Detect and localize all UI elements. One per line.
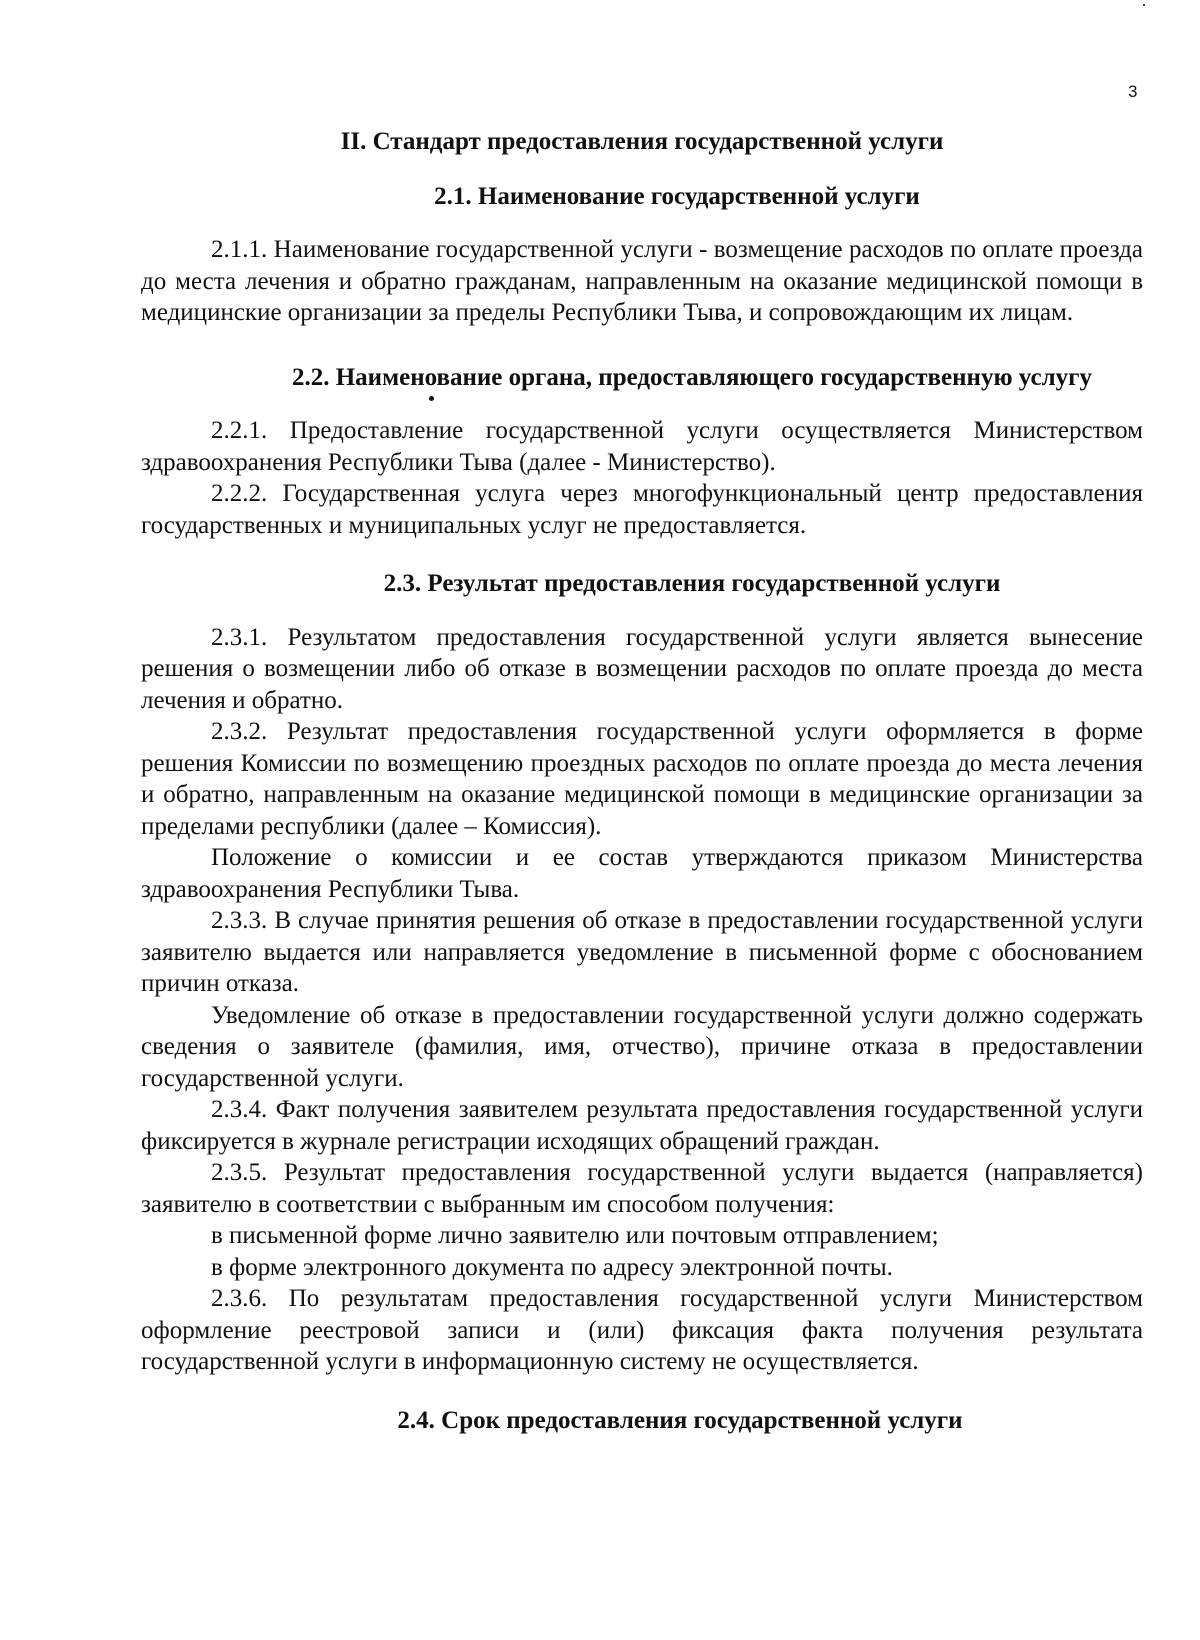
- paragraph-2-3-4: 2.3.4. Факт получения заявителем результата предоставления государственной услуги фиксируется в журнале регистрации исходящих обращений граждан.: [141, 1096, 1143, 1155]
- list-item-electronic-form: в форме электронного документа по адресу электронной почты.: [211, 1253, 893, 1281]
- subsection-heading-2-3: 2.3. Результат предоставления государственной услуги: [383, 570, 1001, 597]
- paragraph-2-3-2: 2.3.2. Результат предоставления государственной услуги оформляется в форме решения Комиссии по возмещению проездных расходов по оплате проезда до места лечения и обратно, направленным на оказание медицинской помощи в медицинские организации за пределами республики (далее – Комиссия).: [141, 718, 1143, 840]
- subsection-heading-2-1: 2.1. Наименование государственной услуги: [434, 182, 920, 210]
- document-body: [141, 126, 1143, 1458]
- paragraph-2-3-1: 2.3.1. Результатом предоставления государственной услуги является вынесение решения о возмещении либо об отказе в возмещении расходов по оплате проезда до места лечения и обратно.: [141, 623, 1143, 714]
- scan-speck: [1143, 4, 1145, 6]
- section-title: II. Стандарт предоставления государственной услуги: [340, 128, 944, 155]
- spacer: [141, 329, 1143, 362]
- subsection-heading-2-2: 2.2. Наименование органа, предоставляющего государственную услугу: [291, 363, 1093, 391]
- list-item-written-form: в письменной форме лично заявителю или почтовым отправлением;: [211, 1222, 939, 1249]
- subsection-heading-2-4: 2.4. Срок предоставления государственной услуги: [397, 1406, 963, 1434]
- spacer: [141, 1378, 1143, 1405]
- paragraph-2-1-1: 2.1.1. Наименование государственной услуги - возмещение расходов по оплате проезда до места лечения и обратно гражданам, направленным на оказание медицинской помощи в медицинские организации за пределы Республики Тыва, и сопровождающим их лицам.: [141, 236, 1143, 326]
- spacer: [141, 541, 1143, 568]
- paragraph-refusal-notice: Уведомление об отказе в предоставлении государственной услуги должно содержать сведения о заявителе (фамилия, имя, отчество), причине отказа в предоставлении государственной услуги.: [141, 1001, 1143, 1092]
- paragraph-2-2-1: 2.2.1. Предоставление государственной услуги осуществляется Министерством здравоохранения Республики Тыва (далее - Министерство).: [141, 417, 1143, 476]
- paragraph-2-2-2: 2.2.2. Государственная услуга через многофункциональный центр предоставления государственных и муниципальных услуг не предоставляется.: [141, 480, 1143, 539]
- paragraph-2-3-5: 2.3.5. Результат предоставления государственной услуги выдается (направляется) заявителю в соответствии с выбранным им способом получения:: [141, 1159, 1143, 1218]
- paragraph-2-3-6: 2.3.6. По результатам предоставления государственной услуги Министерством оформление реестровой записи и (или) фиксация факта получения результата государственной услуги в информационную систему не осуществляется.: [141, 1285, 1143, 1375]
- page-number: 3: [1128, 82, 1138, 101]
- paragraph-2-3-3: 2.3.3. В случае принятия решения об отказе в предоставлении государственной услуги заявителю выдается или направляется уведомление в письменной форме с обоснованием причин отказа.: [141, 907, 1143, 997]
- paragraph-commission-regulation: Положение о комиссии и ее состав утверждаются приказом Министерства здравоохранения Республики Тыва.: [141, 844, 1143, 903]
